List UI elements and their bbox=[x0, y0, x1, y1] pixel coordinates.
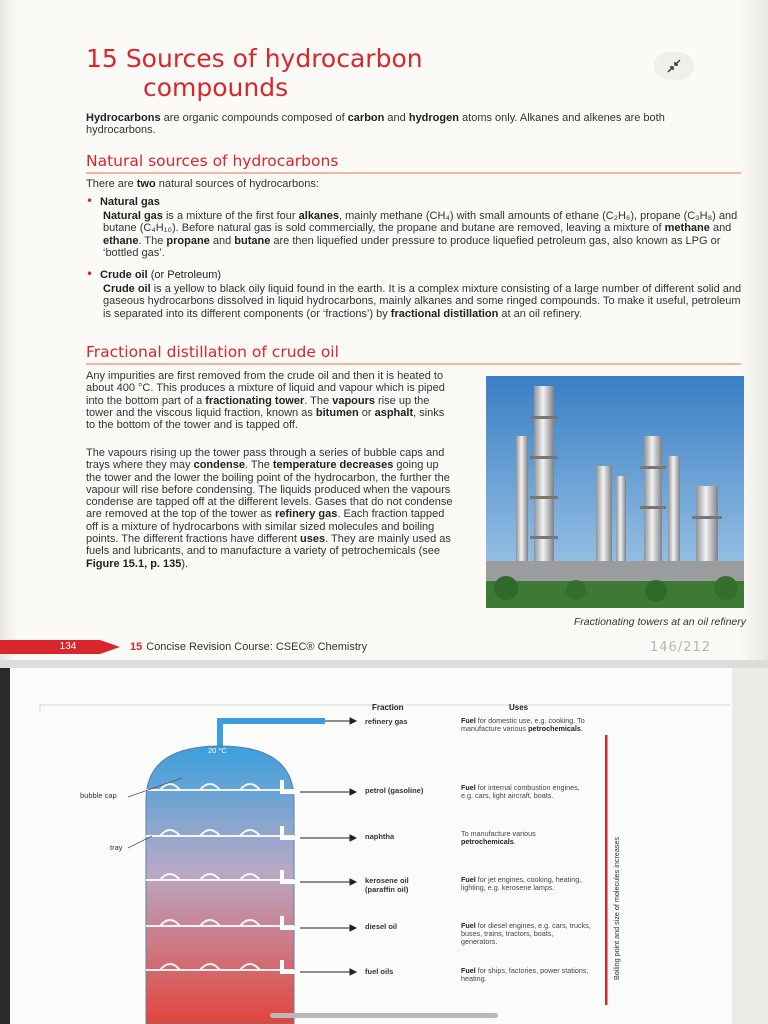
temperature-label: 20 °C bbox=[208, 746, 227, 755]
fraction-label: fuel oils bbox=[365, 967, 394, 976]
fraction-label: naphtha bbox=[365, 832, 395, 841]
bullet-dot: • bbox=[86, 194, 94, 208]
axis-label-boiling-point: Boiling point and size of molecules increases bbox=[612, 836, 621, 980]
bullet-dot: • bbox=[86, 267, 94, 281]
fraction-label: petrol (gasoline) bbox=[365, 786, 424, 795]
chapter-number: 15 bbox=[86, 44, 118, 73]
fraction-use: Fuel for internal combustion engines, e.g. cars, light aircraft, boats. bbox=[461, 783, 580, 801]
section-rule bbox=[86, 363, 741, 365]
collapse-view-button[interactable] bbox=[654, 52, 694, 80]
running-footer: 15 Concise Revision Course: CSEC® Chemistry bbox=[130, 641, 368, 653]
bubble-cap-label: bubble cap bbox=[80, 791, 117, 800]
fraction-use: Fuel for jet engines, cooking, heating, lighting, e.g. kerosene lamps. bbox=[461, 875, 582, 893]
section-heading-natural-sources: Natural sources of hydrocarbons bbox=[86, 152, 339, 170]
section-heading-fractional-distillation: Fractional distillation of crude oil bbox=[86, 343, 339, 361]
fraction-use: Fuel for domestic use, e.g. cooking. To manufacture various petrochemicals. bbox=[461, 716, 585, 734]
column-header-fraction: Fraction bbox=[372, 703, 404, 712]
intro-paragraph: Hydrocarbons are organic compounds composed of carbon and hydrogen atoms only. Alkanes and alkenes are both hydrocarbons. bbox=[86, 112, 665, 137]
title-line-2: compounds bbox=[143, 73, 289, 102]
photo-caption: Fractionating towers at an oil refinery bbox=[573, 616, 746, 628]
page-title bbox=[86, 44, 646, 102]
fraction-use: To manufacture various petrochemicals. bbox=[461, 829, 536, 847]
tray-label: tray bbox=[110, 843, 123, 852]
home-indicator-bar[interactable] bbox=[270, 1013, 498, 1018]
natural-gas-heading: Natural gas bbox=[100, 196, 160, 208]
fraction-label: kerosene oil (paraffin oil) bbox=[365, 876, 409, 894]
fraction-label: diesel oil bbox=[365, 922, 398, 931]
crude-oil-heading: Crude oil (or Petroleum) bbox=[100, 269, 222, 281]
page-counter: 146/212 bbox=[650, 640, 712, 655]
column-header-uses: Uses bbox=[509, 703, 529, 712]
fraction-use: Fuel for ships, factories, power stations, heating. bbox=[461, 966, 589, 984]
fd-paragraph-1: Any impurities are first removed from the crude oil and then it is heated to about 400 °C. This produces a mixture of liquid and vapour which is piped into the bottom part of a fractionating tower. The vapours rise up the tower and the viscous liquid fraction, known as bitumen or asphalt, sinks to the bottom of the tower and is tapped off. bbox=[86, 370, 445, 432]
fd-paragraph-2: The vapours rising up the tower pass through a series of bubble caps and trays where they may condense. The temperature decreases going up the tower and the lower the boiling point of the hydrocarbon, the further the vapour will rise before condensing. The liquids produced when the vapours condense are tapped off at the different levels. Gases that do not condense are removed at the top of the tower as refinery gas. Each fraction tapped off is a mixture of hydrocarbons with similar sized molecules and boiling points. The different fractions have different uses. They are mainly used as fuels and lubricants, and to manufacture a variety of petrochemicals (see Figure 15.1, p. 135). bbox=[86, 447, 453, 570]
title-line-1: Sources of hydrocarbon bbox=[125, 44, 423, 73]
page-number: 134 bbox=[59, 641, 77, 652]
fraction-use: Fuel for diesel engines, e.g. cars, trucks, buses, trains, tractors, boats, generators. bbox=[461, 921, 591, 947]
crude-oil-paragraph: Crude oil is a yellow to black oily liquid found in the earth. It is a complex mixture consisting of a large number of different solid and gaseous hydrocarbons dissolved in liquid hydrocarbons, mainly alkanes and some ringed compounds. To make it useful, petroleum is separated into its different components (or ‘fractions’) by fractional distillation at an oil refinery. bbox=[103, 283, 742, 320]
natural-sources-lead: There are two natural sources of hydrocarbons: bbox=[86, 178, 319, 190]
collapse-arrows-icon bbox=[666, 58, 682, 74]
natural-gas-paragraph: Natural gas is a mixture of the first four alkanes, mainly methane (CH₄) with small amounts of ethane (C₂H₆), propane (C₃H₈) and butane (C₄H₁₀). Before natural gas is sold commercially, the propane and butane are removed, leaving a mixture of methane and ethane. The propane and butane are then liquefied under pressure to produce liquefied petroleum gas, also known as LPG or ‘bottled gas’. bbox=[103, 210, 738, 259]
fraction-label: refinery gas bbox=[365, 717, 408, 726]
refinery-photo bbox=[486, 376, 744, 608]
textbook-page-135-diagram bbox=[0, 668, 768, 1024]
section-rule bbox=[86, 172, 741, 174]
